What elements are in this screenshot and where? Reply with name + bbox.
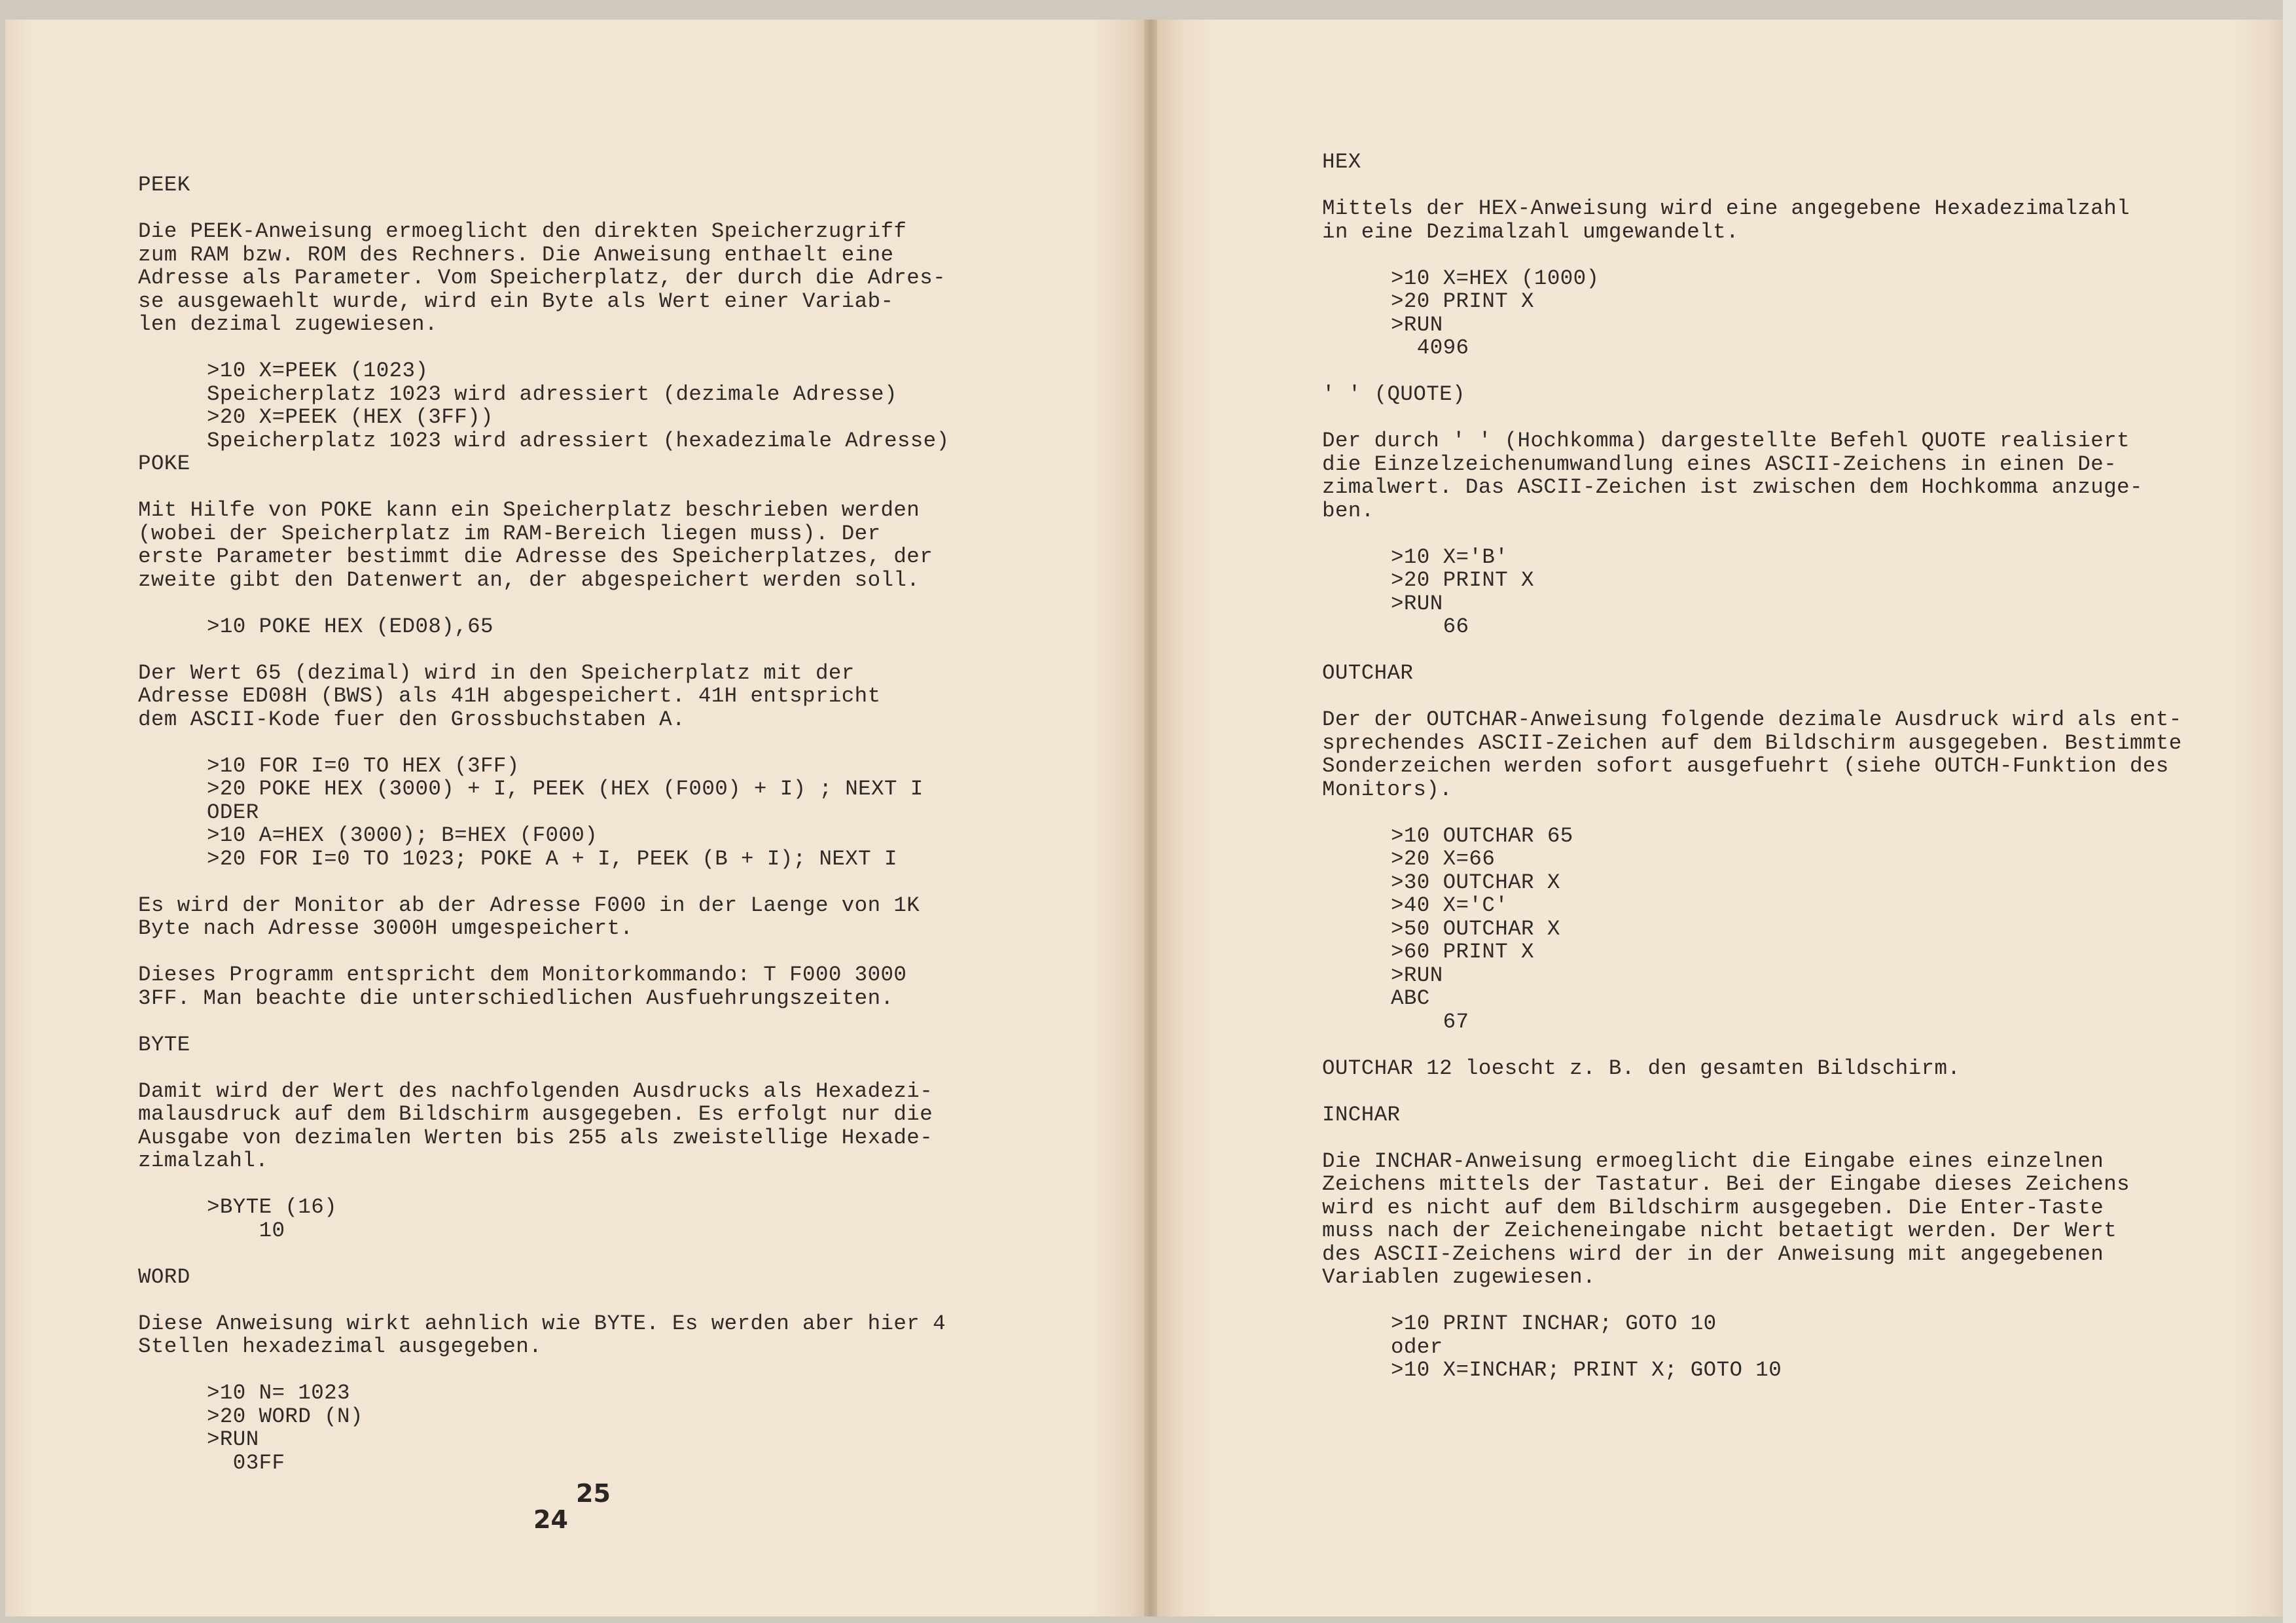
text-line: Variablen zugewiesen. bbox=[1322, 1265, 1596, 1289]
text-line: Monitors). bbox=[1322, 777, 1453, 802]
code-line: Speicherplatz 1023 wird adressiert (dezimale Adresse) bbox=[207, 382, 897, 406]
text-line: zimalzahl. bbox=[138, 1149, 269, 1173]
code-line: >10 A=HEX (3000); B=HEX (F000) bbox=[207, 823, 598, 847]
right-page-content bbox=[1322, 151, 2244, 1382]
code-line: >10 X=INCHAR; PRINT X; GOTO 10 bbox=[1391, 1358, 1782, 1382]
body-paragraph bbox=[138, 1080, 1105, 1173]
paragraph-gap bbox=[138, 476, 1105, 499]
text-line: Byte nach Adresse 3000H umgespeichert. bbox=[138, 916, 634, 940]
code-line: >RUN bbox=[1391, 963, 1443, 988]
text-line: ben. bbox=[1322, 498, 1374, 523]
code-listing bbox=[138, 755, 1105, 871]
code-line: 66 bbox=[1391, 615, 1469, 639]
paragraph-gap bbox=[1322, 1033, 2244, 1057]
paragraph-gap bbox=[1322, 1080, 2244, 1103]
text-line: erste Parameter bestimmt die Adresse des Speicherplatzes, der bbox=[138, 544, 933, 569]
code-listing bbox=[138, 1196, 1105, 1242]
code-line: 03FF bbox=[207, 1450, 285, 1475]
code-line: >20 X=PEEK (HEX (3FF)) bbox=[207, 405, 493, 429]
text-line: die Einzelzeichenumwandlung eines ASCII-Zeichens in einen De- bbox=[1322, 452, 2117, 476]
code-line: >20 X=66 bbox=[1391, 847, 1496, 871]
section-heading: INCHAR bbox=[1322, 1102, 1401, 1127]
text-line: Mit Hilfe von POKE kann ein Speicherplatz beschrieben werden bbox=[138, 498, 920, 522]
paragraph-gap bbox=[138, 197, 1105, 221]
paragraph-gap bbox=[138, 1173, 1105, 1196]
paragraph-gap bbox=[1322, 174, 2244, 198]
section-heading: BYTE bbox=[138, 1032, 190, 1057]
paragraph-gap bbox=[138, 731, 1105, 755]
code-line: >10 FOR I=0 TO HEX (3FF) bbox=[207, 753, 520, 778]
paragraph-gap bbox=[1322, 685, 2244, 709]
page-number-left: 24 bbox=[533, 1505, 568, 1534]
paragraph-gap bbox=[1322, 243, 2244, 267]
code-listing bbox=[138, 1382, 1105, 1474]
paragraph-gap bbox=[1322, 1126, 2244, 1150]
left-page-content bbox=[138, 173, 1105, 1474]
scan-edge bbox=[2283, 0, 2296, 1623]
body-paragraph bbox=[1322, 1150, 2244, 1289]
text-line: zum RAM bzw. ROM des Rechners. Die Anweisung enthaelt eine bbox=[138, 242, 894, 267]
text-line: Dieses Programm entspricht dem Monitorkommando: T F000 3000 bbox=[138, 963, 907, 987]
paragraph-gap bbox=[1322, 406, 2244, 430]
code-line: 10 bbox=[207, 1218, 285, 1243]
code-line: >RUN bbox=[207, 1427, 259, 1452]
code-line: ODER bbox=[207, 800, 259, 825]
text-line: Sonderzeichen werden sofort ausgefuehrt (siehe OUTCH-Funktion des bbox=[1322, 754, 2169, 778]
text-line: se ausgewaehlt wurde, wird ein Byte als Wert einer Variab- bbox=[138, 289, 894, 313]
body-paragraph bbox=[138, 894, 1105, 940]
paragraph-gap bbox=[1322, 360, 2244, 383]
code-line: 67 bbox=[1391, 1009, 1469, 1034]
text-line: Es wird der Monitor ab der Adresse F000 in der Laenge von 1K bbox=[138, 893, 920, 918]
code-line: >40 X='C' bbox=[1391, 893, 1509, 918]
paragraph-gap bbox=[138, 1056, 1105, 1080]
text-line: dem ASCII-Kode fuer den Grossbuchstaben A. bbox=[138, 707, 685, 732]
code-line: >20 FOR I=0 TO 1023; POKE A + I, PEEK (B + I); NEXT I bbox=[207, 846, 897, 871]
code-listing bbox=[1322, 546, 2244, 639]
code-line: >20 PRINT X bbox=[1391, 289, 1534, 313]
code-listing bbox=[1322, 1312, 2244, 1382]
code-line: >10 N= 1023 bbox=[207, 1381, 350, 1405]
section-heading: PEEK bbox=[138, 173, 190, 197]
code-listing bbox=[1322, 267, 2244, 360]
section-heading: WORD bbox=[138, 1264, 190, 1289]
book-gutter bbox=[1144, 20, 1157, 1616]
paragraph-gap bbox=[1322, 1289, 2244, 1313]
text-line: OUTCHAR 12 loescht z. B. den gesamten Bildschirm. bbox=[1322, 1056, 1961, 1080]
code-line: >10 X='B' bbox=[1391, 544, 1509, 569]
code-line: 4096 bbox=[1391, 336, 1469, 360]
text-line: Die PEEK-Anweisung ermoeglicht den direkten Speicherzugriff bbox=[138, 219, 907, 243]
body-paragraph bbox=[1322, 708, 2244, 801]
code-line: >10 PRINT INCHAR; GOTO 10 bbox=[1391, 1311, 1717, 1336]
paragraph-gap bbox=[1322, 639, 2244, 662]
code-line: oder bbox=[1391, 1334, 1443, 1359]
text-line: muss nach der Zeicheneingabe nicht betaetigt werden. Der Wert bbox=[1322, 1219, 2117, 1243]
left-page bbox=[5, 20, 1144, 1616]
text-line: Die INCHAR-Anweisung ermoeglicht die Eingabe eines einzelnen bbox=[1322, 1149, 2104, 1173]
code-line: >BYTE (16) bbox=[207, 1195, 338, 1219]
text-line: len dezimal zugewiesen. bbox=[138, 312, 438, 336]
paragraph-gap bbox=[138, 638, 1105, 662]
code-line: Speicherplatz 1023 wird adressiert (hexadezimale Adresse) bbox=[207, 428, 950, 453]
body-paragraph bbox=[1322, 1057, 2244, 1080]
text-line: Der Wert 65 (dezimal) wird in den Speicherplatz mit der bbox=[138, 660, 855, 685]
body-paragraph bbox=[1322, 429, 2244, 522]
code-line: >20 PRINT X bbox=[1391, 568, 1534, 592]
text-line: wird es nicht auf dem Bildschirm ausgegeben. Die Enter-Taste bbox=[1322, 1195, 2104, 1220]
section-heading: POKE bbox=[138, 452, 190, 476]
body-paragraph bbox=[1322, 197, 2244, 243]
text-line: Zeichens mittels der Tastatur. Bei der Eingabe dieses Zeichens bbox=[1322, 1172, 2130, 1196]
body-paragraph bbox=[138, 963, 1105, 1010]
text-line: in eine Dezimalzahl umgewandelt. bbox=[1322, 219, 1739, 244]
code-line: ABC bbox=[1391, 986, 1430, 1010]
code-line: >20 WORD (N) bbox=[207, 1404, 363, 1429]
text-line: zimalwert. Das ASCII-Zeichen ist zwischen dem Hochkomma anzuge- bbox=[1322, 475, 2143, 499]
paragraph-gap bbox=[138, 870, 1105, 894]
code-line: >10 OUTCHAR 65 bbox=[1391, 823, 1573, 848]
text-line: zweite gibt den Datenwert an, der abgespeichert werden soll. bbox=[138, 567, 920, 592]
code-line: >10 X=PEEK (1023) bbox=[207, 359, 429, 383]
section-heading: HEX bbox=[1322, 150, 1361, 174]
text-line: Adresse ED08H (BWS) als 41H abgespeichert. 41H entspricht bbox=[138, 684, 881, 708]
code-line: >20 POKE HEX (3000) + I, PEEK (HEX (F000) + I) ; NEXT I bbox=[207, 777, 924, 801]
paragraph-gap bbox=[138, 592, 1105, 615]
text-line: malausdruck auf dem Bildschirm ausgegeben. Es erfolgt nur die bbox=[138, 1102, 933, 1126]
code-listing bbox=[138, 615, 1105, 639]
paragraph-gap bbox=[138, 1289, 1105, 1312]
text-line: Mittels der HEX-Anweisung wird eine angegebene Hexadezimalzahl bbox=[1322, 196, 2130, 221]
text-line: 3FF. Man beachte die unterschiedlichen Ausfuehrungszeiten. bbox=[138, 986, 894, 1010]
paragraph-gap bbox=[1322, 522, 2244, 546]
paragraph-gap bbox=[138, 336, 1105, 360]
text-line: Ausgabe von dezimalen Werten bis 255 als zweistellige Hexade- bbox=[138, 1125, 933, 1150]
code-line: >RUN bbox=[1391, 312, 1443, 337]
text-line: Der durch ' ' (Hochkomma) dargestellte Befehl QUOTE realisiert bbox=[1322, 429, 2130, 453]
code-listing bbox=[138, 359, 1105, 452]
code-line: >10 POKE HEX (ED08),65 bbox=[207, 614, 493, 639]
text-line: Stellen hexadezimal ausgegeben. bbox=[138, 1334, 542, 1359]
page-number-right: 25 bbox=[576, 1479, 611, 1508]
code-line: >60 PRINT X bbox=[1391, 940, 1534, 964]
paragraph-gap bbox=[138, 1359, 1105, 1382]
paragraph-gap bbox=[138, 940, 1105, 964]
text-line: (wobei der Speicherplatz im RAM-Bereich liegen muss). Der bbox=[138, 521, 881, 546]
text-line: Der der OUTCHAR-Anweisung folgende dezimale Ausdruck wird als ent- bbox=[1322, 707, 2182, 732]
text-line: Damit wird der Wert des nachfolgenden Ausdrucks als Hexadezi- bbox=[138, 1079, 933, 1103]
body-paragraph bbox=[138, 662, 1105, 732]
code-line: >10 X=HEX (1000) bbox=[1391, 266, 1600, 291]
body-paragraph bbox=[138, 1312, 1105, 1359]
paragraph-gap bbox=[138, 1242, 1105, 1266]
paragraph-gap bbox=[1322, 801, 2244, 825]
code-line: >50 OUTCHAR X bbox=[1391, 916, 1560, 941]
code-listing bbox=[1322, 825, 2244, 1034]
body-paragraph bbox=[138, 499, 1105, 592]
section-heading: ' ' (QUOTE) bbox=[1322, 382, 1465, 406]
text-line: Diese Anweisung wirkt aehnlich wie BYTE. Es werden aber hier 4 bbox=[138, 1311, 946, 1336]
text-line: des ASCII-Zeichens wird der in der Anweisung mit angegebenen bbox=[1322, 1241, 2104, 1266]
body-paragraph bbox=[138, 220, 1105, 336]
right-page bbox=[1157, 20, 2283, 1616]
text-line: sprechendes ASCII-Zeichen auf dem Bildschirm ausgegeben. Bestimmte bbox=[1322, 730, 2182, 755]
code-line: >30 OUTCHAR X bbox=[1391, 870, 1560, 895]
code-line: >RUN bbox=[1391, 591, 1443, 616]
section-heading: OUTCHAR bbox=[1322, 661, 1414, 685]
paragraph-gap bbox=[138, 1010, 1105, 1033]
text-line: Adresse als Parameter. Vom Speicherplatz, der durch die Adres- bbox=[138, 266, 946, 290]
